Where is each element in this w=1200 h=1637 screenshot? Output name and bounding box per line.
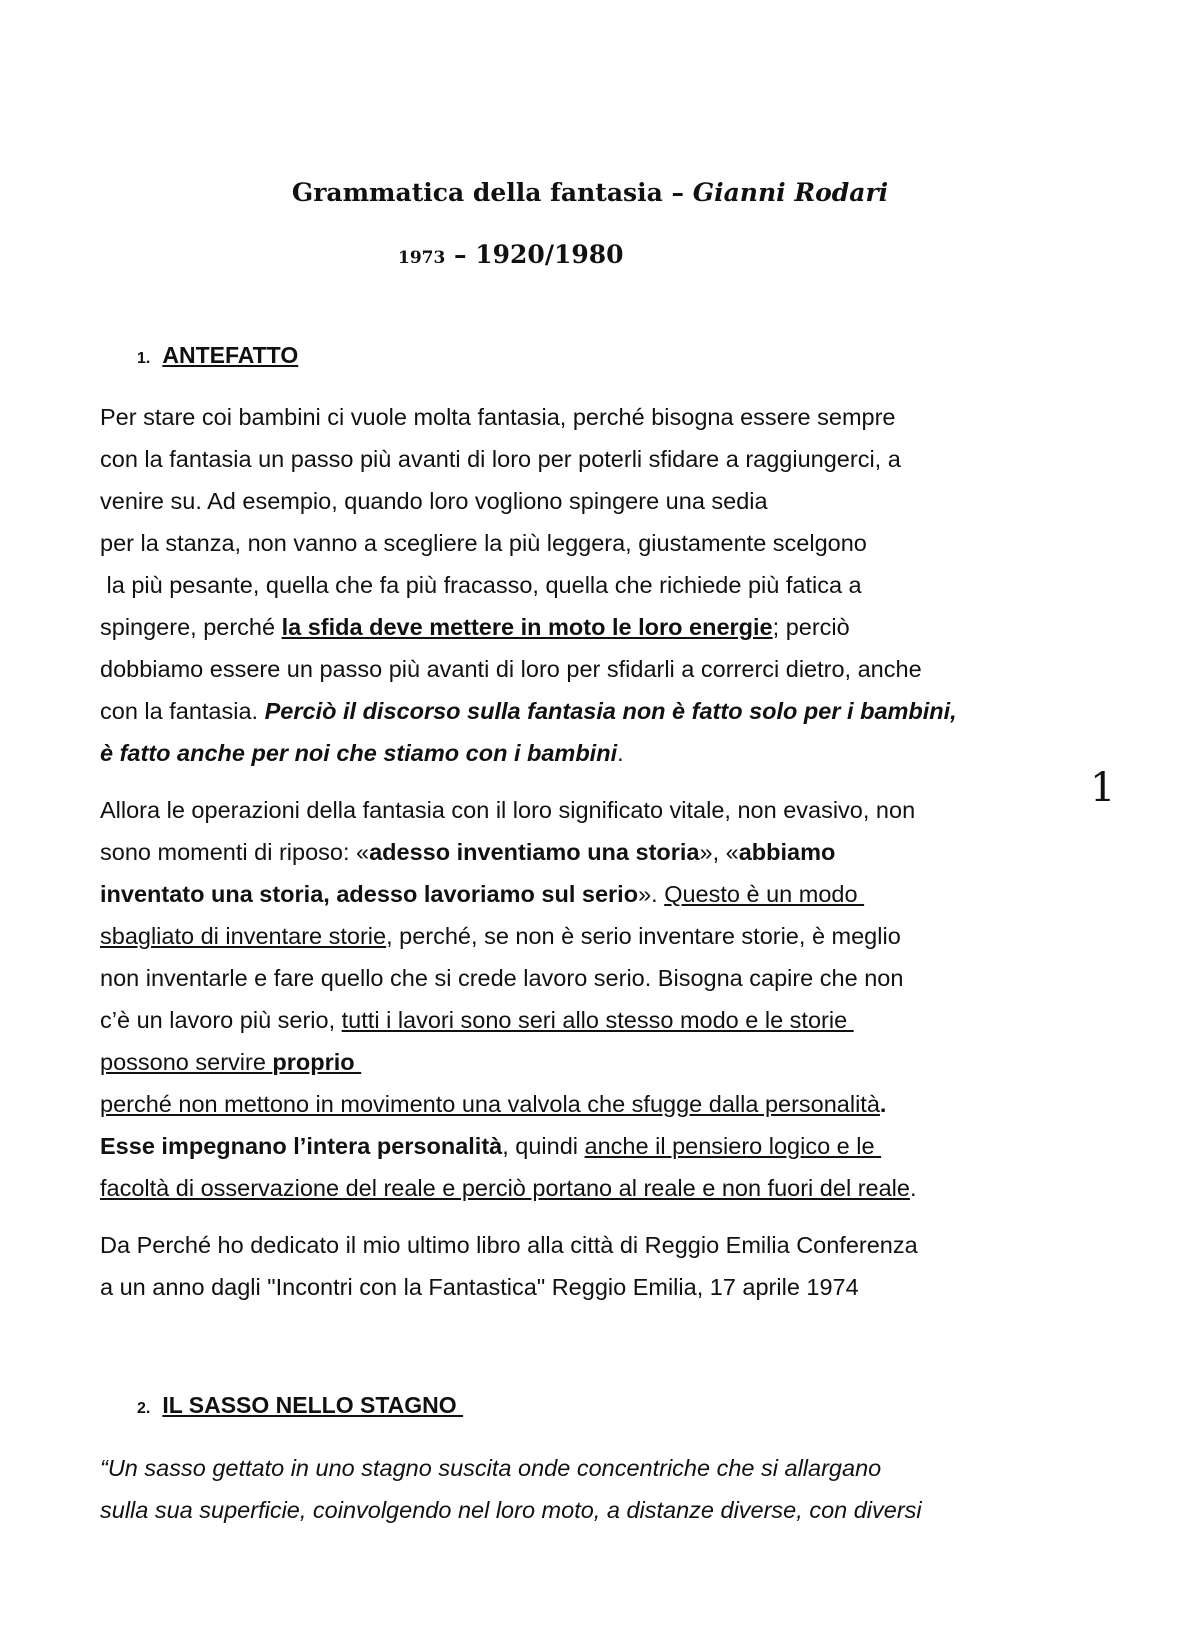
section-title: ANTEFATTO: [162, 342, 299, 368]
text-line: [100, 1125, 1100, 1167]
text-line: [100, 999, 1100, 1041]
text-span: .: [617, 740, 624, 766]
paragraph-2: [100, 789, 1100, 1209]
paragraph-1: [100, 396, 1100, 774]
text-span: sono momenti di riposo: «: [100, 839, 370, 865]
emphasis-span: proprio: [272, 1049, 362, 1075]
section-title: IL SASSO NELLO STAGNO: [162, 1392, 464, 1418]
text-line: [100, 1041, 1100, 1083]
text-line: con la fantasia un passo più avanti di loro per poterli sfidare a raggiungerci, a: [100, 446, 901, 472]
paragraph-3: [100, 1224, 1100, 1308]
text-line: [100, 606, 1100, 648]
text-line: Per stare coi bambini ci vuole molta fantasia, perché bisogna essere sempre: [100, 404, 896, 430]
text-span: c’è un lavoro più serio,: [100, 1007, 342, 1033]
text-line: non inventarle e fare quello che si crede lavoro serio. Bisogna capire che non: [100, 965, 904, 991]
text-span: ».: [638, 881, 665, 907]
emphasis-span: inventato una storia, adesso lavoriamo sul serio: [100, 881, 639, 907]
author-life-years: 1920/1980: [475, 240, 624, 269]
emphasis-span: Perciò il discorso sulla fantasia non è fatto solo per i bambini,: [264, 698, 957, 724]
emphasis-span: Esse impegnano l’intera personalità: [100, 1133, 503, 1159]
text-line: venire su. Ad esempio, quando loro vogliono spingere una sedia: [100, 488, 768, 514]
text-line: dobbiamo essere un passo più avanti di loro per sfidarli a correrci dietro, anche: [100, 656, 922, 682]
quote-paragraph: [100, 1447, 1100, 1531]
text-line: “Un sasso gettato in uno stagno suscita onde concentriche che si allargano: [100, 1455, 882, 1481]
text-span: con la fantasia.: [100, 698, 265, 724]
text-line: a un anno dagli "Incontri con la Fantastica" Reggio Emilia, 17 aprile 1974: [100, 1274, 859, 1300]
text-line: [100, 690, 1100, 732]
section-heading-2: [137, 1392, 463, 1419]
emphasis-span: adesso inventiamo una storia: [369, 839, 700, 865]
underlined-span: tutti i lavori sono seri allo stesso modo e le storie: [341, 1007, 854, 1033]
page-number: 1: [1090, 765, 1116, 811]
text-span: », «: [699, 839, 739, 865]
section-number: 2.: [137, 1400, 151, 1417]
underlined-span: sbagliato di inventare storie: [100, 923, 387, 949]
text-line: [100, 915, 1100, 957]
underlined-span: possono servire: [100, 1049, 273, 1075]
underlined-span: Questo è un modo: [664, 881, 865, 907]
section-number: 1.: [137, 350, 151, 367]
underlined-span: facoltà di osservazione del reale e perciò portano al reale e non fuori del reale: [100, 1175, 910, 1201]
emphasis-span: è fatto anche per noi che stiamo con i bambini: [100, 740, 618, 766]
author-name: Gianni Rodari: [692, 178, 889, 207]
title-text: Grammatica della fantasia –: [291, 178, 693, 207]
text-line: [100, 1083, 1100, 1125]
text-line: [100, 732, 1100, 774]
text-line: per la stanza, non vanno a scegliere la più leggera, giustamente scelgono: [100, 530, 867, 556]
years-line: [398, 240, 624, 269]
year-separator: –: [445, 240, 476, 269]
emphasis-span: la sfida deve mettere in moto le loro energie: [281, 614, 773, 640]
text-span: , quindi: [502, 1133, 585, 1159]
text-span: .: [879, 1091, 887, 1117]
text-line: [100, 1167, 1100, 1209]
text-span: .: [909, 1175, 917, 1201]
underlined-span: perché non mettono in movimento una valvola che sfugge dalla personalità: [100, 1091, 880, 1117]
emphasis-span: abbiamo: [738, 839, 836, 865]
text-line: sulla sua superficie, coinvolgendo nel loro moto, a distanze diverse, con diversi: [100, 1497, 922, 1523]
text-line: Allora le operazioni della fantasia con il loro significato vitale, non evasivo, non: [100, 797, 916, 823]
text-line: [100, 831, 1100, 873]
document-title: [0, 178, 1180, 207]
text-span: ; perciò: [772, 614, 850, 640]
publication-year: 1973: [398, 248, 446, 268]
section-heading-1: [137, 342, 298, 369]
text-line: Da Perché ho dedicato il mio ultimo libro alla città di Reggio Emilia Conferenza: [100, 1232, 918, 1258]
text-line: [100, 873, 1100, 915]
text-span: spingere, perché: [100, 614, 282, 640]
underlined-span: anche il pensiero logico e le: [584, 1133, 882, 1159]
text-line: la più pesante, quella che fa più fracasso, quella che richiede più fatica a: [100, 572, 862, 598]
text-span: , perché, se non è serio inventare storie, è meglio: [386, 923, 901, 949]
